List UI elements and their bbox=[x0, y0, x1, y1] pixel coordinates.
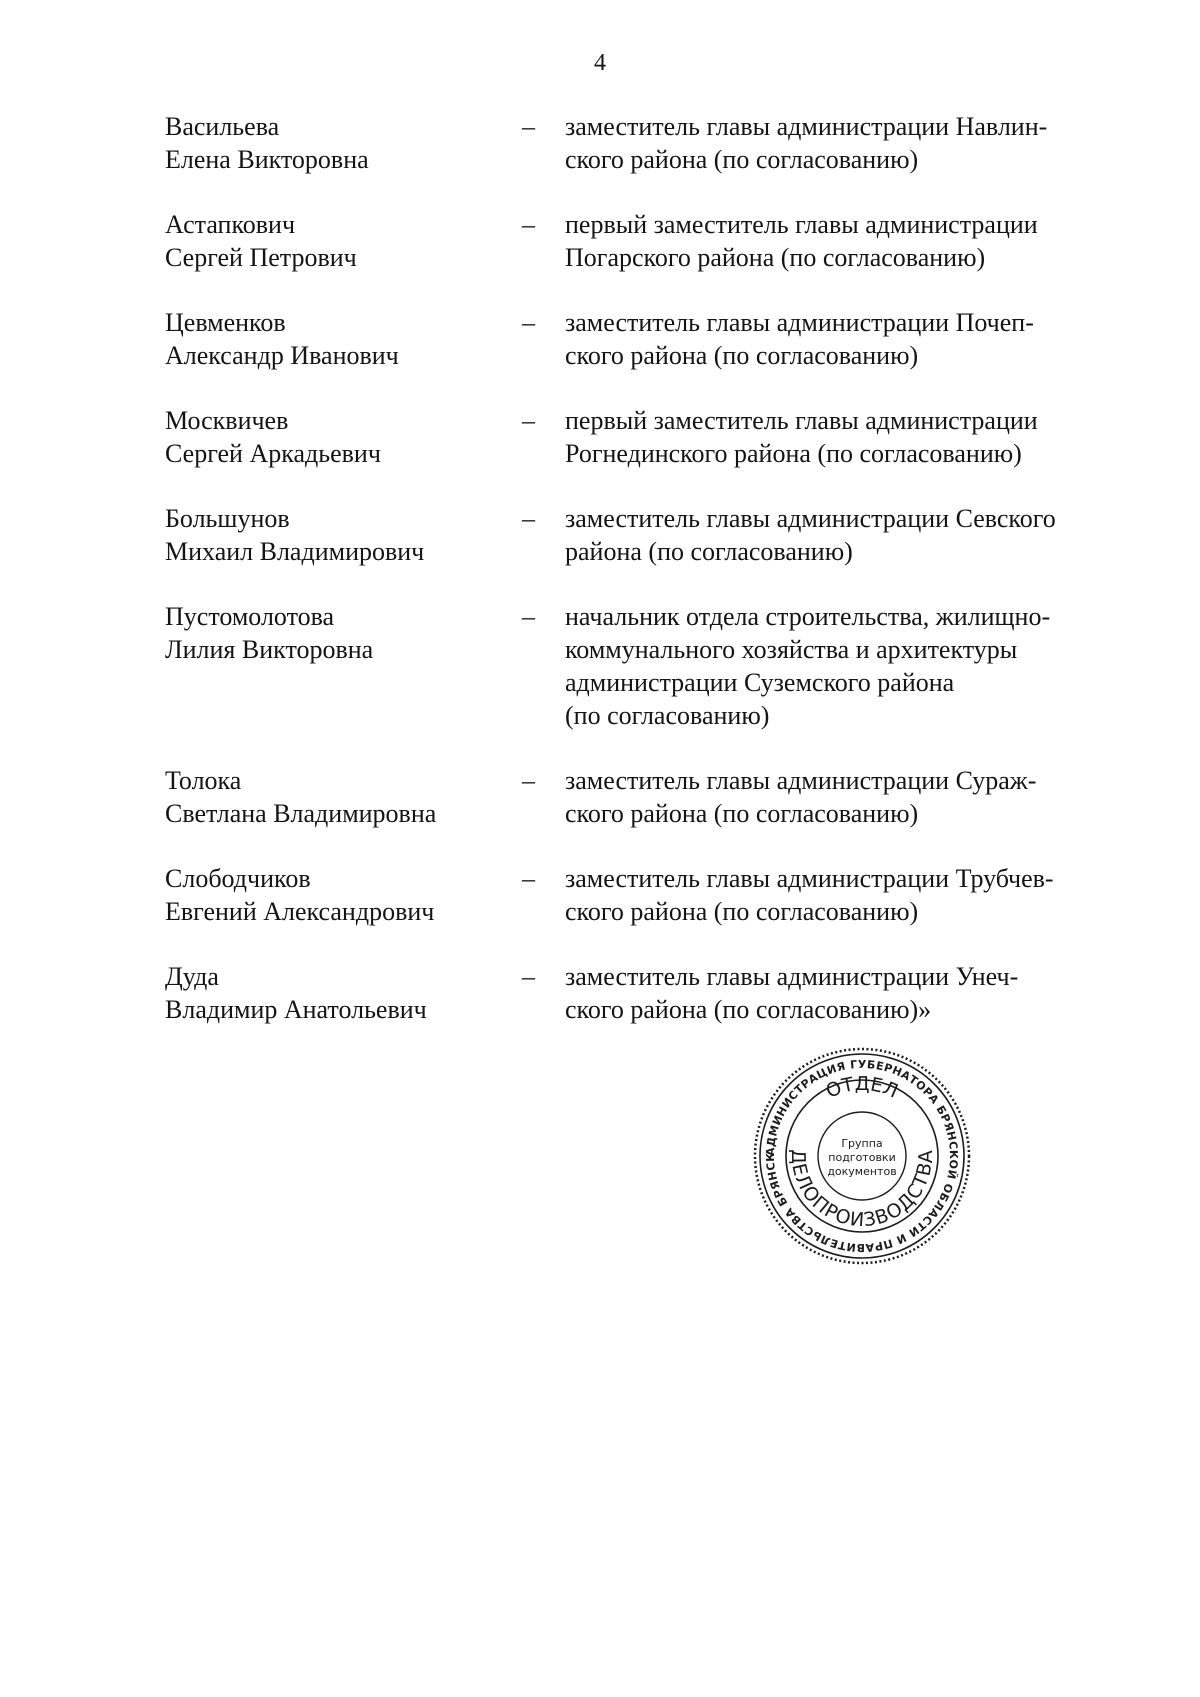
seal-ring-text-lower: ДЕЛОПРОИЗВОДСТВА bbox=[786, 1148, 938, 1232]
position-line: Погарского района (по согласованию) bbox=[565, 243, 986, 272]
surname: Астапкович bbox=[165, 210, 296, 239]
position-line: ского района (по согласованию) bbox=[565, 145, 919, 174]
member-name bbox=[165, 208, 505, 274]
surname: Толока bbox=[165, 766, 242, 795]
separator-dash: – bbox=[522, 962, 535, 991]
member-position bbox=[565, 404, 1125, 470]
member-name bbox=[165, 862, 505, 928]
member-position bbox=[565, 764, 1125, 830]
position-line: заместитель главы администрации Трубчев- bbox=[565, 864, 1054, 893]
list-item bbox=[165, 960, 1125, 1058]
list-item bbox=[165, 764, 1125, 862]
page-number: 4 bbox=[594, 50, 606, 76]
position-line: ского района (по согласованию)» bbox=[565, 995, 932, 1024]
given-names: Владимир Анатольевич bbox=[165, 995, 427, 1024]
members-list bbox=[165, 110, 1125, 1058]
separator-dash: – bbox=[522, 112, 535, 141]
list-item bbox=[165, 208, 1125, 306]
surname: Цевменков bbox=[165, 308, 286, 337]
surname: Москвичев bbox=[165, 406, 289, 435]
surname: Пустомолотова bbox=[165, 602, 335, 631]
separator-dash: – bbox=[522, 864, 535, 893]
surname: Слободчиков bbox=[165, 864, 311, 893]
separator-dash: – bbox=[522, 406, 535, 435]
given-names: Светлана Владимировна bbox=[165, 799, 437, 828]
given-names: Сергей Аркадьевич bbox=[165, 439, 381, 468]
given-names: Лилия Викторовна bbox=[165, 635, 374, 664]
member-name bbox=[165, 764, 505, 830]
member-position bbox=[565, 208, 1125, 274]
list-item bbox=[165, 306, 1125, 404]
position-line: ского района (по согласованию) bbox=[565, 897, 919, 926]
position-line: Рогнединского района (по согласованию) bbox=[565, 439, 1022, 468]
member-name bbox=[165, 502, 505, 568]
list-item bbox=[165, 404, 1125, 502]
member-position bbox=[565, 960, 1125, 1026]
given-names: Елена Викторовна bbox=[165, 145, 369, 174]
member-position bbox=[565, 502, 1125, 568]
seal-center-line-2: подготовки bbox=[828, 1151, 896, 1164]
list-item bbox=[165, 862, 1125, 960]
seal-center-line-3: документов bbox=[827, 1165, 897, 1178]
surname: Дуда bbox=[165, 962, 219, 991]
seal-center-line-1: Группа bbox=[841, 1137, 883, 1150]
position-line: заместитель главы администрации Унеч- bbox=[565, 962, 1019, 991]
member-position bbox=[565, 110, 1125, 176]
position-line: первый заместитель главы администрации bbox=[565, 406, 1038, 435]
list-item bbox=[165, 502, 1125, 600]
separator-dash: – bbox=[522, 210, 535, 239]
position-line: ского района (по согласованию) bbox=[565, 341, 919, 370]
member-name bbox=[165, 110, 505, 176]
member-name bbox=[165, 600, 505, 666]
surname: Большунов bbox=[165, 504, 290, 533]
position-line: начальник отдела строительства, жилищно- bbox=[565, 602, 1051, 631]
position-line: заместитель главы администрации Севского bbox=[565, 504, 1056, 533]
official-seal-stamp bbox=[752, 1046, 972, 1266]
surname: Васильева bbox=[165, 112, 280, 141]
separator-dash: – bbox=[522, 602, 535, 631]
member-position bbox=[565, 862, 1125, 928]
position-line: района (по согласованию) bbox=[565, 537, 853, 566]
position-line: первый заместитель главы администрации bbox=[565, 210, 1038, 239]
list-item bbox=[165, 110, 1125, 208]
member-position bbox=[565, 600, 1125, 732]
separator-dash: – bbox=[522, 766, 535, 795]
separator-dash: – bbox=[522, 308, 535, 337]
position-line: коммунального хозяйства и архитектуры bbox=[565, 635, 1018, 664]
given-names: Михаил Владимирович bbox=[165, 537, 425, 566]
seal-outer-text: АДМИНИСТРАЦИЯ ГУБЕРНАТОРА БРЯНСКОЙ ОБЛАСТИ И ПРАВИТЕЛЬСТВА БРЯНСК bbox=[763, 1057, 961, 1255]
position-line: заместитель главы администрации Почеп- bbox=[565, 308, 1034, 337]
seal-ring-text: ОТДЕЛ bbox=[822, 1072, 902, 1103]
given-names: Евгений Александрович bbox=[165, 897, 435, 926]
member-position bbox=[565, 306, 1125, 372]
given-names: Александр Иванович bbox=[165, 341, 399, 370]
position-line: заместитель главы администрации Сураж- bbox=[565, 766, 1037, 795]
member-name bbox=[165, 960, 505, 1026]
member-name bbox=[165, 306, 505, 372]
position-line: (по согласованию) bbox=[565, 701, 770, 730]
separator-dash: – bbox=[522, 504, 535, 533]
position-line: ского района (по согласованию) bbox=[565, 799, 919, 828]
position-line: администрации Суземского района bbox=[565, 668, 955, 697]
given-names: Сергей Петрович bbox=[165, 243, 357, 272]
member-name bbox=[165, 404, 505, 470]
seal-graphic bbox=[752, 1046, 972, 1266]
list-item bbox=[165, 600, 1125, 764]
position-line: заместитель главы администрации Навлин- bbox=[565, 112, 1048, 141]
